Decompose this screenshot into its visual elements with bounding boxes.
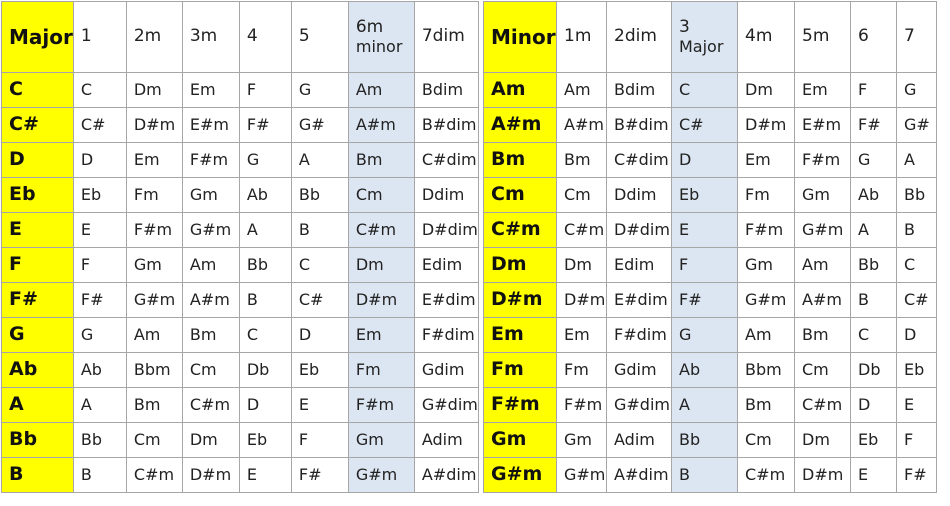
table-row — [484, 143, 937, 178]
key-name-cell: Ab — [2, 353, 74, 388]
chord-cell: D — [239, 388, 291, 423]
chord-cell: Eb — [239, 423, 291, 458]
chord-cell: Bdim — [607, 73, 672, 108]
chord-cell: A#m — [182, 283, 239, 318]
chord-cell: F#m — [795, 143, 851, 178]
chord-cell: C#dim — [414, 143, 478, 178]
chord-cell: E — [73, 213, 126, 248]
chord-cell: D#dim — [607, 213, 672, 248]
chord-cell: Gm — [126, 248, 182, 283]
chord-cell: Ab — [672, 353, 738, 388]
chord-cell: F# — [73, 283, 126, 318]
chord-cell: C# — [897, 283, 937, 318]
chord-cell: D#dim — [414, 213, 478, 248]
column-header — [557, 2, 607, 73]
key-name-cell: A#m — [484, 108, 557, 143]
chord-cell: Am — [348, 73, 414, 108]
key-name-cell: Am — [484, 73, 557, 108]
chord-cell: Ab — [851, 178, 897, 213]
table-row — [2, 318, 479, 353]
chord-cell: Bm — [738, 388, 795, 423]
chord-cell: A#dim — [414, 458, 478, 493]
chord-cell: C# — [291, 283, 348, 318]
chord-cell: Cm — [557, 178, 607, 213]
chord-cell: B — [897, 213, 937, 248]
key-name-cell: Bm — [484, 143, 557, 178]
chord-cell: C — [897, 248, 937, 283]
chord-cell: F — [239, 73, 291, 108]
chord-cell: Db — [851, 353, 897, 388]
column-header — [795, 2, 851, 73]
chord-cell: Bdim — [414, 73, 478, 108]
chord-cell: C#m — [557, 213, 607, 248]
header-row — [484, 2, 937, 73]
chord-cell: F — [672, 248, 738, 283]
chord-cell: Bb — [291, 178, 348, 213]
chord-cell: C#dim — [607, 143, 672, 178]
chord-cell: G — [291, 73, 348, 108]
chord-cell: Em — [126, 143, 182, 178]
chord-cell: A#m — [557, 108, 607, 143]
chord-cell: B — [239, 283, 291, 318]
chord-cell: Adim — [414, 423, 478, 458]
column-header — [851, 2, 897, 73]
header-row — [2, 2, 479, 73]
chord-cell: Bbm — [126, 353, 182, 388]
key-name-cell: Eb — [2, 178, 74, 213]
table-row — [484, 73, 937, 108]
key-name-cell: C#m — [484, 213, 557, 248]
chord-cell: B#dim — [607, 108, 672, 143]
chord-cell: Em — [738, 143, 795, 178]
chord-cell: F# — [291, 458, 348, 493]
chord-cell: Dm — [795, 423, 851, 458]
column-header-sublabel: minor — [355, 36, 403, 56]
chord-cell: Fm — [126, 178, 182, 213]
column-header-label: 1m — [564, 26, 592, 47]
chord-cell: A#m — [348, 108, 414, 143]
chord-cell: Cm — [738, 423, 795, 458]
chord-cell: D#m — [126, 108, 182, 143]
chord-cell: G — [897, 73, 937, 108]
chord-cell: Gm — [182, 178, 239, 213]
chord-cell: C# — [73, 108, 126, 143]
chord-cell: Am — [795, 248, 851, 283]
chord-cell: Bb — [73, 423, 126, 458]
key-name-cell: Dm — [484, 248, 557, 283]
chord-cell: Cm — [182, 353, 239, 388]
chord-cell: Bbm — [738, 353, 795, 388]
chord-cell: Bb — [672, 423, 738, 458]
chord-cell: Dm — [557, 248, 607, 283]
column-header — [414, 2, 478, 73]
table-row — [484, 108, 937, 143]
column-header-label: 2m — [133, 26, 162, 47]
corner-label: Major — [2, 2, 74, 73]
chord-cell: Dm — [126, 73, 182, 108]
chord-cell: Gm — [348, 423, 414, 458]
chord-cell: F — [897, 423, 937, 458]
corner-label: Minor — [484, 2, 557, 73]
table-row — [2, 178, 479, 213]
chord-cell: D#m — [557, 283, 607, 318]
table-row — [484, 283, 937, 318]
chord-cell: Bm — [126, 388, 182, 423]
chord-cell: G# — [291, 108, 348, 143]
chord-cell: Adim — [607, 423, 672, 458]
chord-cell: G#m — [126, 283, 182, 318]
chord-cell: E#dim — [414, 283, 478, 318]
key-name-cell: E — [2, 213, 74, 248]
chord-cell: A — [73, 388, 126, 423]
chord-cell: G — [239, 143, 291, 178]
chord-cell: Bm — [348, 143, 414, 178]
chord-cell: A — [897, 143, 937, 178]
column-header-label: 6 — [858, 26, 869, 47]
chord-cell: Edim — [607, 248, 672, 283]
chord-cell: C# — [672, 108, 738, 143]
chord-cell: D — [851, 388, 897, 423]
table-row — [2, 73, 479, 108]
table-row — [484, 318, 937, 353]
chord-cell: Ddim — [607, 178, 672, 213]
table-row — [484, 353, 937, 388]
column-header-label: 1 — [80, 26, 92, 47]
chord-cell: Gm — [795, 178, 851, 213]
table-row — [2, 108, 479, 143]
chord-cell: Bb — [897, 178, 937, 213]
table-row — [2, 213, 479, 248]
chord-cell: C#m — [182, 388, 239, 423]
key-name-cell: Fm — [484, 353, 557, 388]
column-header — [239, 2, 291, 73]
chord-cell: F# — [672, 283, 738, 318]
chord-cell: A — [239, 213, 291, 248]
chord-cell: Dm — [738, 73, 795, 108]
table-row — [484, 423, 937, 458]
chord-cell: C — [851, 318, 897, 353]
column-header — [126, 2, 182, 73]
chord-cell: Dm — [182, 423, 239, 458]
table-row — [484, 213, 937, 248]
key-name-cell: C — [2, 73, 74, 108]
chord-cell: G# — [897, 108, 937, 143]
key-name-cell: B — [2, 458, 74, 493]
column-header — [738, 2, 795, 73]
chord-cell: B#dim — [414, 108, 478, 143]
chord-cell: Em — [348, 318, 414, 353]
chord-cell: F — [73, 248, 126, 283]
table-row — [484, 248, 937, 283]
chord-cell: Gm — [738, 248, 795, 283]
chord-cell: D — [291, 318, 348, 353]
chord-cell: B — [291, 213, 348, 248]
key-name-cell: Cm — [484, 178, 557, 213]
chord-cell: B — [73, 458, 126, 493]
chord-cell: F# — [239, 108, 291, 143]
chord-cell: E — [851, 458, 897, 493]
chord-cell: E — [291, 388, 348, 423]
chord-cell: Db — [239, 353, 291, 388]
chord-cell: A#dim — [607, 458, 672, 493]
chord-cell: Gdim — [414, 353, 478, 388]
column-header — [672, 2, 738, 73]
chord-cell: Gm — [557, 423, 607, 458]
column-header-label: 6m — [355, 17, 384, 38]
chord-cell: F — [291, 423, 348, 458]
column-header — [73, 2, 126, 73]
chord-cell: A — [851, 213, 897, 248]
chord-cell: E#m — [795, 108, 851, 143]
chord-cell: D — [897, 318, 937, 353]
key-name-cell: D#m — [484, 283, 557, 318]
chord-cell: Cm — [795, 353, 851, 388]
table-row — [2, 388, 479, 423]
table-row — [2, 143, 479, 178]
chord-cell: Am — [738, 318, 795, 353]
chord-cell: Fm — [738, 178, 795, 213]
key-name-cell: G — [2, 318, 74, 353]
chord-cell: Bm — [182, 318, 239, 353]
chord-cell: Eb — [897, 353, 937, 388]
column-header-label: 2dim — [614, 26, 657, 47]
chord-cell: Eb — [291, 353, 348, 388]
chord-cell: Eb — [73, 178, 126, 213]
chord-cell: Cm — [126, 423, 182, 458]
column-header-label: 7dim — [421, 26, 465, 47]
column-header-label: 3m — [189, 26, 218, 47]
chord-cell: Em — [795, 73, 851, 108]
table-row — [484, 458, 937, 493]
chord-cell: C#m — [738, 458, 795, 493]
chord-cell: D#m — [795, 458, 851, 493]
chord-cell: C#m — [795, 388, 851, 423]
chord-cell: Gdim — [607, 353, 672, 388]
column-header-label: 5 — [298, 26, 310, 47]
chord-cell: G#dim — [414, 388, 478, 423]
chord-cell: Cm — [348, 178, 414, 213]
chord-cell: E#dim — [607, 283, 672, 318]
major-chord-table — [1, 1, 479, 493]
key-name-cell: F#m — [484, 388, 557, 423]
column-header-label: 5m — [802, 26, 830, 47]
chord-cell: Bb — [239, 248, 291, 283]
chord-cell: E#m — [182, 108, 239, 143]
chord-cell: F#m — [126, 213, 182, 248]
chord-cell: C — [672, 73, 738, 108]
column-header — [607, 2, 672, 73]
chord-cell: G — [851, 143, 897, 178]
table-row — [2, 248, 479, 283]
chord-cell: C#m — [348, 213, 414, 248]
chord-cell: G#dim — [607, 388, 672, 423]
column-header-label: 4m — [745, 26, 773, 47]
chord-cell: A — [672, 388, 738, 423]
key-name-cell: D — [2, 143, 74, 178]
chord-cell: Em — [182, 73, 239, 108]
chord-cell: Bm — [795, 318, 851, 353]
chord-cell: Am — [126, 318, 182, 353]
column-header-label: 4 — [246, 26, 258, 47]
key-name-cell: F# — [2, 283, 74, 318]
chord-cell: E — [672, 213, 738, 248]
chord-cell: G — [73, 318, 126, 353]
chord-cell: Am — [182, 248, 239, 283]
chord-cell: Fm — [557, 353, 607, 388]
table-row — [2, 353, 479, 388]
chord-cell: F#m — [182, 143, 239, 178]
column-header — [291, 2, 348, 73]
chord-cell: D#m — [348, 283, 414, 318]
chord-cell: G — [672, 318, 738, 353]
key-name-cell: A — [2, 388, 74, 423]
chord-cell: D#m — [738, 108, 795, 143]
column-header-label: 3 — [679, 17, 690, 38]
table-row — [2, 458, 479, 493]
chord-cell: Fm — [348, 353, 414, 388]
chord-cell: F#m — [557, 388, 607, 423]
column-header-label: 7 — [904, 26, 915, 47]
chord-cell: F# — [897, 458, 937, 493]
chord-cell: B — [851, 283, 897, 318]
chord-cell: Edim — [414, 248, 478, 283]
chord-cell: D — [73, 143, 126, 178]
chord-cell: G#m — [738, 283, 795, 318]
chord-cell: C — [73, 73, 126, 108]
key-name-cell: Em — [484, 318, 557, 353]
table-row — [484, 178, 937, 213]
chord-cell: Eb — [851, 423, 897, 458]
column-header — [182, 2, 239, 73]
chord-cell: E — [239, 458, 291, 493]
chord-cell: D#m — [182, 458, 239, 493]
column-header — [348, 2, 414, 73]
column-header-sublabel: Major — [679, 36, 724, 56]
chord-cell: Dm — [348, 248, 414, 283]
chord-cell: F — [851, 73, 897, 108]
chord-cell: F#dim — [607, 318, 672, 353]
chord-cell: Em — [557, 318, 607, 353]
minor-chord-table — [483, 1, 937, 493]
chord-cell: E — [897, 388, 937, 423]
key-name-cell: C# — [2, 108, 74, 143]
table-row — [2, 423, 479, 458]
chord-cell: Ab — [239, 178, 291, 213]
chord-cell: F#dim — [414, 318, 478, 353]
chord-cell: Am — [557, 73, 607, 108]
chord-cell: F#m — [348, 388, 414, 423]
chord-cell: G#m — [182, 213, 239, 248]
key-name-cell: Bb — [2, 423, 74, 458]
chord-cell: G#m — [348, 458, 414, 493]
table-row — [484, 388, 937, 423]
chord-cell: Bb — [851, 248, 897, 283]
table-row — [2, 283, 479, 318]
chord-cell: A#m — [795, 283, 851, 318]
chord-cell: F# — [851, 108, 897, 143]
chord-cell: Bm — [557, 143, 607, 178]
chord-cell: A — [291, 143, 348, 178]
chord-cell: D — [672, 143, 738, 178]
chord-cell: B — [672, 458, 738, 493]
key-name-cell: Gm — [484, 423, 557, 458]
chord-cell: Ddim — [414, 178, 478, 213]
chord-cell: C#m — [126, 458, 182, 493]
chord-cell: Ab — [73, 353, 126, 388]
chord-cell: F#m — [738, 213, 795, 248]
chord-cell: C — [239, 318, 291, 353]
chord-cell: Eb — [672, 178, 738, 213]
column-header — [897, 2, 937, 73]
chord-cell: G#m — [795, 213, 851, 248]
key-name-cell: F — [2, 248, 74, 283]
chord-cell: G#m — [557, 458, 607, 493]
key-name-cell: G#m — [484, 458, 557, 493]
chord-cell: C — [291, 248, 348, 283]
